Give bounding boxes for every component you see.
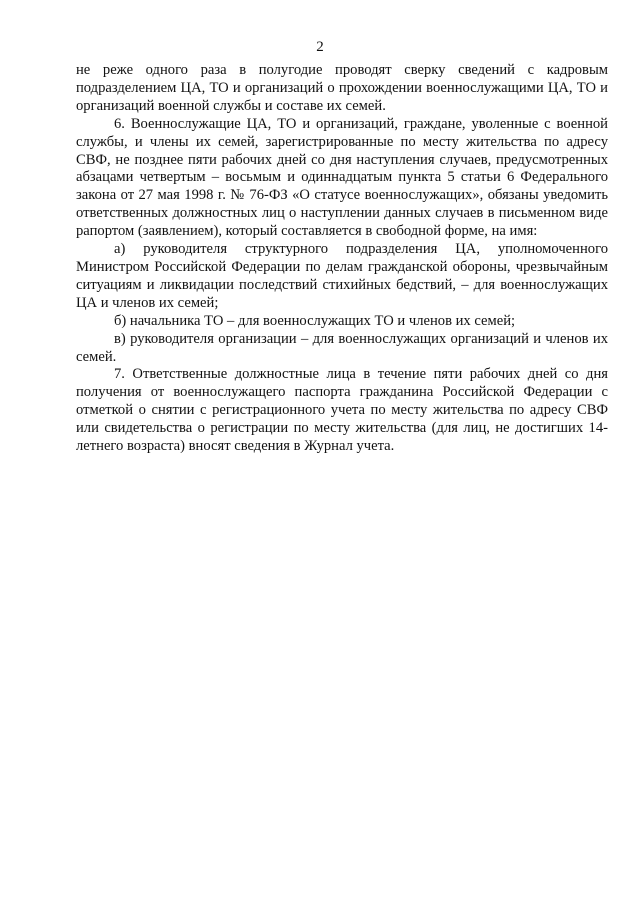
- paragraph-item-7: 7. Ответственные должностные лица в течение пяти рабочих дней со дня получения от военнослужащего паспорта гражданина Российской Федерации с отметкой о снятии с регистрационного учета по месту жительства по адресу СВФ или свидетельства о регистрации по месту жительства (для лиц, не достигших 14-летнего возраста) вносят сведения в Журнал учета.: [76, 366, 608, 455]
- page-number: 2: [316, 39, 324, 55]
- paragraph-item-6b: б) начальника ТО – для военнослужащих ТО и членов их семей;: [114, 312, 516, 329]
- paragraph-continuation: не реже одного раза в полугодие проводят сверку сведений с кадровым подразделением ЦА, ТО и организаций о прохождении военнослужащими ЦА, ТО и организаций военной службы и составе их семей.: [76, 62, 608, 114]
- paragraph-item-6a: а) руководителя структурного подразделения ЦА, уполномоченного Министром Российской Федерации по делам гражданской обороны, чрезвычайным ситуациям и ликвидации последствий стихийных бедствий, – для военнослужащих ЦА и членов их семей;: [76, 241, 608, 311]
- paragraph-item-6c: в) руководителя организации – для военнослужащих организаций и членов их семей.: [76, 330, 608, 365]
- paragraph-item-6: 6. Военнослужащие ЦА, ТО и организаций, граждане, уволенные с военной службы, и члены их семей, зарегистрированные по месту жительства по адресу СВФ, не позднее пяти рабочих дней со дня наступления случаев, предусмотренных абзацами четвертым – восьмым и одиннадцатым пункта 5 статьи 6 Федерального закона от 27 мая 1998 г. № 76-ФЗ «О статусе военнослужащих», обязаны уведомить ответственных должностных лиц о наступлении данных случаев в письменном виде рапортом (заявлением), который составляется в свободной форме, на имя:: [76, 115, 608, 240]
- document-body: [76, 62, 608, 456]
